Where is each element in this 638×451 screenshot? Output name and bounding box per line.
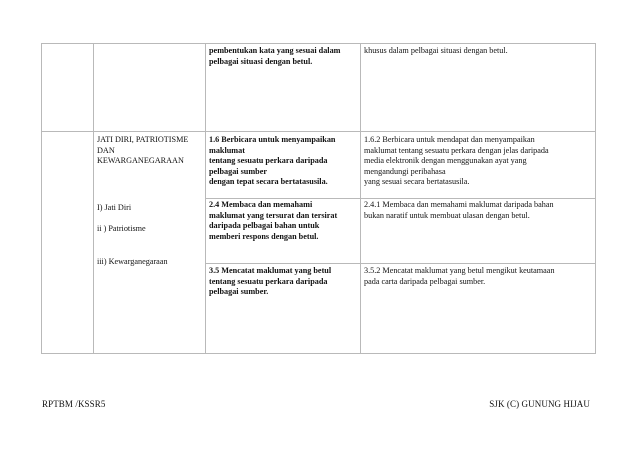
text-line: dengan tepat secara bertatasusila. xyxy=(209,177,328,187)
text-line: 3.5 Mencatat maklumat yang betul xyxy=(209,266,332,275)
learning-block xyxy=(364,266,592,287)
theme-line: JATI DIRI, PATRIOTISME xyxy=(97,135,189,144)
theme-line: KEWARGANEGARAAN xyxy=(97,156,184,166)
text-line: maklumat xyxy=(209,145,245,155)
content-standard-cell xyxy=(206,44,361,132)
text-line: 1.6 Berbicara untuk menyampaikan xyxy=(209,135,336,144)
learning-block xyxy=(364,200,592,266)
text-line: pada carta daripada pelbagai sumber. xyxy=(364,276,486,286)
theme-line: DAN xyxy=(97,145,115,155)
subtheme-line: iii) Kewarganegaraan xyxy=(97,256,168,266)
text-line: 2.4 Membaca dan memahami xyxy=(209,200,313,209)
text-line: maklumat tentang sesuatu perkara dengan jelas daripada xyxy=(364,145,549,155)
learning-standard-cell xyxy=(361,44,596,132)
text-line: 2.4.1 Membaca dan memahami maklumat daripada bahan xyxy=(364,200,554,209)
week-cell xyxy=(42,44,94,132)
week-cell xyxy=(42,132,94,354)
subtheme-line: ii ) Patriotisme xyxy=(97,224,146,234)
text-line: memberi respons dengan betul. xyxy=(209,231,319,241)
content-standard-cell xyxy=(206,132,361,354)
table-row xyxy=(42,132,596,354)
text-line: pelbagai sumber. xyxy=(209,287,269,297)
row-divider xyxy=(206,198,595,199)
text-line: khusus dalam pelbagai situasi dengan betul. xyxy=(364,46,508,55)
learning-block xyxy=(364,135,592,200)
subtheme-line: I) Jati Diri xyxy=(97,202,132,212)
text-line: maklumat yang tersurat dan tersirat xyxy=(209,210,338,220)
standard-block xyxy=(209,266,357,298)
text-line: bukan naratif untuk membuat ulasan dengan betul. xyxy=(364,210,530,220)
learning-standard-cell xyxy=(361,132,596,354)
text-line: yang sesuai secara bertatasusila. xyxy=(364,177,470,187)
text-line: mengandungi peribahasa xyxy=(364,166,446,176)
text-line: pelbagai sumber xyxy=(209,166,268,176)
standard-block xyxy=(209,135,357,200)
text-line: tentang sesuatu perkara daripada xyxy=(209,276,328,286)
text-line: 3.5.2 Mencatat maklumat yang betul mengikut keutamaan xyxy=(364,266,555,275)
text-line: tentang sesuatu perkara daripada xyxy=(209,156,328,166)
footer-left-text: RPTBM /KSSR5 xyxy=(42,399,106,409)
row-divider xyxy=(206,263,595,264)
text-line: pembentukan kata yang sesuai dalam xyxy=(209,46,341,55)
text-line: 1.6.2 Berbicara untuk mendapat dan menyampaikan xyxy=(364,135,535,144)
theme-cell xyxy=(94,44,206,132)
table-row xyxy=(42,44,596,132)
text-line: pelbagai situasi dengan betul. xyxy=(209,56,313,66)
theme-cell xyxy=(94,132,206,354)
text-line: daripada pelbagai bahan untuk xyxy=(209,221,320,231)
footer-right-text: SJK (C) GUNUNG HIJAU xyxy=(489,399,590,409)
standard-block xyxy=(209,200,357,266)
text-line: media elektronik dengan menggunakan ayat yang xyxy=(364,156,527,166)
